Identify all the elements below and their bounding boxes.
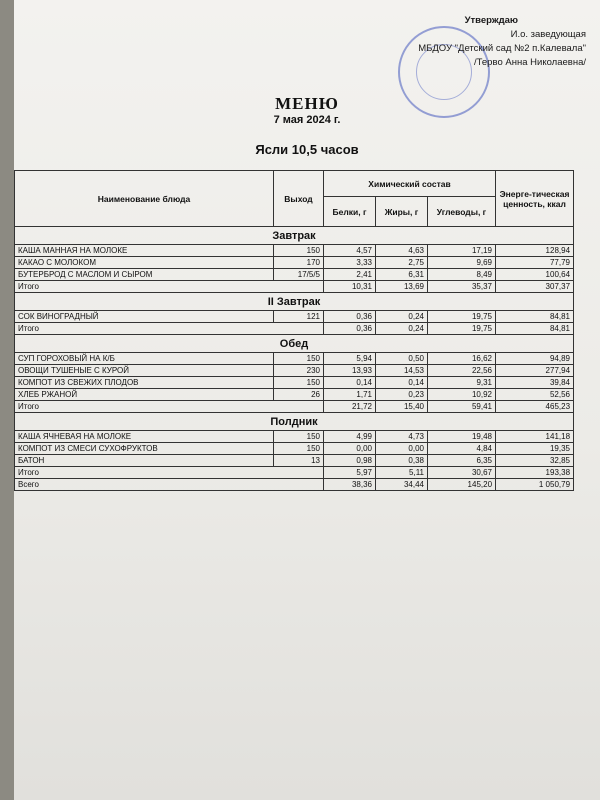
dish-name: КОМПОТ ИЗ СВЕЖИХ ПЛОДОВ <box>15 377 274 389</box>
section-header-row <box>15 335 574 353</box>
dish-fat: 0,50 <box>376 353 428 365</box>
section-title: Полдник <box>15 413 574 431</box>
approval-org: МБДОУ "Детский сад №2 п.Калевала" <box>418 43 586 54</box>
dish-carb: 16,62 <box>428 353 496 365</box>
dish-fat: 0,14 <box>376 377 428 389</box>
dish-carb: 19,75 <box>428 311 496 323</box>
dish-carb: 17,19 <box>428 245 496 257</box>
table-row <box>15 311 574 323</box>
dish-fat: 6,31 <box>376 269 428 281</box>
dish-name: КАША МАННАЯ НА МОЛОКЕ <box>15 245 274 257</box>
dish-protein: 2,41 <box>324 269 376 281</box>
dish-output: 121 <box>274 311 324 323</box>
approval-name: /Тервo Анна Николаевна/ <box>473 57 586 68</box>
dish-protein: 1,71 <box>324 389 376 401</box>
dish-energy: 39,84 <box>496 377 574 389</box>
dish-output: 13 <box>274 455 324 467</box>
total-label: Итого <box>15 281 324 293</box>
total-carb: 59,41 <box>428 401 496 413</box>
total-label: Итого <box>15 401 324 413</box>
dish-output: 170 <box>274 257 324 269</box>
dish-protein: 0,14 <box>324 377 376 389</box>
table-row <box>15 431 574 443</box>
table-row <box>15 245 574 257</box>
dish-fat: 4,73 <box>376 431 428 443</box>
dish-name: БАТОН <box>15 455 274 467</box>
table-row <box>15 269 574 281</box>
menu-title: МЕНЮ <box>275 94 339 113</box>
dish-name: КАКАО С МОЛОКОМ <box>15 257 274 269</box>
dish-carb: 6,35 <box>428 455 496 467</box>
dish-fat: 14,53 <box>376 365 428 377</box>
dish-energy: 84,81 <box>496 311 574 323</box>
total-fat: 0,24 <box>376 323 428 335</box>
section-title: Обед <box>15 335 574 353</box>
total-label: Итого <box>15 467 324 479</box>
dish-carb: 4,84 <box>428 443 496 455</box>
dish-fat: 0,23 <box>376 389 428 401</box>
dish-fat: 0,00 <box>376 443 428 455</box>
dish-output: 150 <box>274 245 324 257</box>
dish-output: 150 <box>274 431 324 443</box>
menu-table <box>14 170 574 491</box>
table-row <box>15 365 574 377</box>
table-row <box>15 257 574 269</box>
dish-energy: 19,35 <box>496 443 574 455</box>
dish-output: 230 <box>274 365 324 377</box>
dish-carb: 9,31 <box>428 377 496 389</box>
dish-energy: 100,64 <box>496 269 574 281</box>
dish-name: СУП ГОРОХОВЫЙ НА К/Б <box>15 353 274 365</box>
table-row <box>15 377 574 389</box>
dish-protein: 4,99 <box>324 431 376 443</box>
grand-total-row <box>15 479 574 491</box>
total-protein: 5,97 <box>324 467 376 479</box>
dish-energy: 52,56 <box>496 389 574 401</box>
approval-block <box>366 14 586 70</box>
section-header-row <box>15 293 574 311</box>
section-total-row <box>15 323 574 335</box>
table-row <box>15 455 574 467</box>
dish-energy: 141,18 <box>496 431 574 443</box>
total-carb: 30,67 <box>428 467 496 479</box>
dish-energy: 94,89 <box>496 353 574 365</box>
dish-fat: 0,38 <box>376 455 428 467</box>
section-header-row <box>15 413 574 431</box>
grand-total-label: Всего <box>15 479 324 491</box>
dish-name: КАША ЯЧНЕВАЯ НА МОЛОКЕ <box>15 431 274 443</box>
approval-heading: Утверждаю <box>464 15 518 26</box>
total-protein: 10,31 <box>324 281 376 293</box>
dish-name: КОМПОТ ИЗ СМЕСИ СУХОФРУКТОВ <box>15 443 274 455</box>
section-title: II Завтрак <box>15 293 574 311</box>
grand-total-energy: 1 050,79 <box>496 479 574 491</box>
header-protein: Белки, г <box>324 197 376 227</box>
dish-protein: 0,00 <box>324 443 376 455</box>
approval-position: И.о. заведующая <box>510 29 586 40</box>
dish-output: 26 <box>274 389 324 401</box>
menu-table-body <box>15 227 574 491</box>
dish-name: ОВОЩИ ТУШЕНЫЕ С КУРОЙ <box>15 365 274 377</box>
total-energy: 465,23 <box>496 401 574 413</box>
grand-total-protein: 38,36 <box>324 479 376 491</box>
dish-energy: 277,94 <box>496 365 574 377</box>
section-total-row <box>15 281 574 293</box>
dish-name: БУТЕРБРОД С МАСЛОМ И СЫРОМ <box>15 269 274 281</box>
total-fat: 5,11 <box>376 467 428 479</box>
section-title: Завтрак <box>15 227 574 245</box>
header-dish: Наименование блюда <box>15 171 274 227</box>
dish-name: ХЛЕБ РЖАНОЙ <box>15 389 274 401</box>
dish-carb: 22,56 <box>428 365 496 377</box>
dish-energy: 77,79 <box>496 257 574 269</box>
dish-carb: 8,49 <box>428 269 496 281</box>
menu-date: 7 мая 2024 г. <box>273 114 341 126</box>
dish-carb: 10,92 <box>428 389 496 401</box>
dish-fat: 2,75 <box>376 257 428 269</box>
dish-protein: 4,57 <box>324 245 376 257</box>
dish-output: 17/5/5 <box>274 269 324 281</box>
dish-protein: 0,98 <box>324 455 376 467</box>
header-fat: Жиры, г <box>376 197 428 227</box>
table-row <box>15 443 574 455</box>
dish-energy: 32,85 <box>496 455 574 467</box>
total-protein: 21,72 <box>324 401 376 413</box>
dish-output: 150 <box>274 353 324 365</box>
dish-carb: 9,69 <box>428 257 496 269</box>
total-energy: 193,38 <box>496 467 574 479</box>
document-page <box>14 0 600 800</box>
header-energy: Энерге-тическая ценность, ккал <box>496 171 574 227</box>
dish-energy: 128,94 <box>496 245 574 257</box>
total-carb: 19,75 <box>428 323 496 335</box>
table-row <box>15 389 574 401</box>
total-fat: 13,69 <box>376 281 428 293</box>
header-output: Выход <box>274 171 324 227</box>
dish-protein: 13,93 <box>324 365 376 377</box>
total-carb: 35,37 <box>428 281 496 293</box>
total-energy: 84,81 <box>496 323 574 335</box>
dish-name: СОК ВИНОГРАДНЫЙ <box>15 311 274 323</box>
dish-fat: 0,24 <box>376 311 428 323</box>
total-energy: 307,37 <box>496 281 574 293</box>
total-protein: 0,36 <box>324 323 376 335</box>
grand-total-fat: 34,44 <box>376 479 428 491</box>
dish-carb: 19,48 <box>428 431 496 443</box>
dish-protein: 0,36 <box>324 311 376 323</box>
dish-fat: 4,63 <box>376 245 428 257</box>
section-total-row <box>15 467 574 479</box>
dish-output: 150 <box>274 377 324 389</box>
section-header-row <box>15 227 574 245</box>
grand-total-carb: 145,20 <box>428 479 496 491</box>
dish-protein: 5,94 <box>324 353 376 365</box>
total-label: Итого <box>15 323 324 335</box>
dish-output: 150 <box>274 443 324 455</box>
header-carb: Углеводы, г <box>428 197 496 227</box>
header-chem: Химический состав <box>324 171 496 197</box>
dish-protein: 3,33 <box>324 257 376 269</box>
section-total-row <box>15 401 574 413</box>
total-fat: 15,40 <box>376 401 428 413</box>
table-row <box>15 353 574 365</box>
menu-group: Ясли 10,5 часов <box>255 142 359 157</box>
